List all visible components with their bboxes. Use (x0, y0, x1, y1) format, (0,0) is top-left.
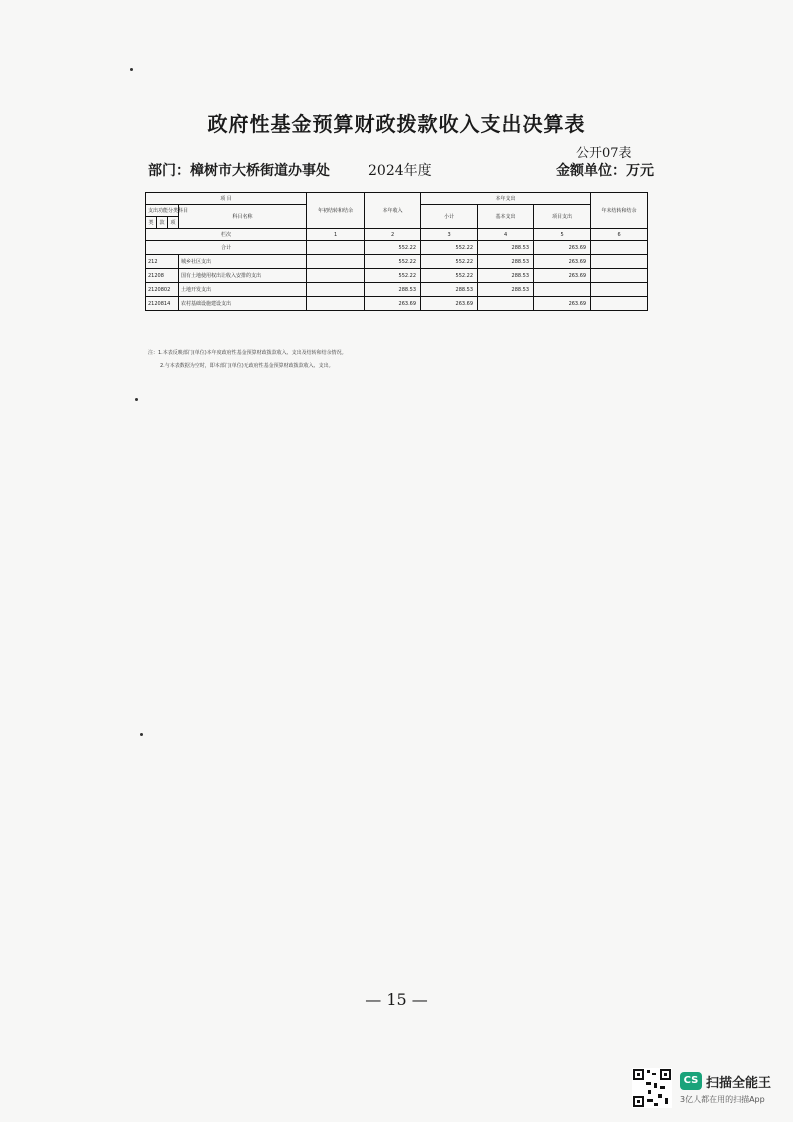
col-number: 4 (478, 229, 534, 241)
row-code: 2120802 (146, 283, 179, 297)
row-code: 2120814 (146, 297, 179, 311)
watermark-brand: 扫描全能王 (706, 1076, 772, 1091)
col-number: 3 (421, 229, 478, 241)
scan-speck (130, 68, 133, 71)
row-name: 土地开发支出 (179, 283, 307, 297)
total-cell: 288.53 (478, 241, 534, 255)
column-index-row (146, 229, 648, 241)
col-number: 6 (591, 229, 648, 241)
row-cell (307, 297, 365, 311)
qr-code-icon (632, 1068, 672, 1108)
table-header-row (146, 193, 648, 205)
row-code: 212 (146, 255, 179, 269)
row-cell (307, 255, 365, 269)
row-cell: 263.69 (534, 255, 591, 269)
table-row (146, 269, 648, 283)
total-label: 合计 (146, 241, 307, 255)
row-name: 国有土地使用权出让收入安排的支出 (179, 269, 307, 283)
row-cell: 552.22 (365, 269, 421, 283)
page-number: — 15 — (365, 990, 428, 1009)
row-cell (591, 255, 648, 269)
header-item: 项 (168, 217, 179, 229)
row-cell: 552.22 (365, 255, 421, 269)
header-project: 项 目 (146, 193, 307, 205)
row-cell (591, 297, 648, 311)
row-cell (591, 283, 648, 297)
row-cell (307, 269, 365, 283)
row-name: 城乡社区支出 (179, 255, 307, 269)
table-note: 2.与本表数据为空时，即本部门(单位)无政府性基金预算财政拨款收入、支出。 (160, 363, 334, 369)
row-cell: 263.69 (534, 297, 591, 311)
total-cell: 552.22 (365, 241, 421, 255)
row-name: 农村基础设施建设支出 (179, 297, 307, 311)
header-expense-group: 本年支出 (421, 193, 591, 205)
row-code: 21208 (146, 269, 179, 283)
row-cell: 552.22 (421, 269, 478, 283)
form-number: 公开07表 (576, 146, 632, 161)
table-row (146, 283, 648, 297)
header-income: 本年收入 (365, 193, 421, 229)
total-cell (307, 241, 365, 255)
row-cell: 288.53 (478, 269, 534, 283)
document-title: 政府性基金预算财政拨款收入支出决算表 (207, 112, 586, 136)
row-cell: 288.53 (365, 283, 421, 297)
scanner-watermark (632, 1068, 782, 1112)
fiscal-year: 2024年度 (368, 163, 432, 179)
col-number: 2 (365, 229, 421, 241)
header-subject-name: 科目名称 (179, 205, 307, 229)
row-cell: 288.53 (478, 283, 534, 297)
header-subtotal: 小计 (421, 205, 478, 229)
scan-speck (140, 733, 143, 736)
row-cell: 552.22 (421, 255, 478, 269)
total-cell: 552.22 (421, 241, 478, 255)
table-row (146, 297, 648, 311)
header-class-code: 支出功能分类科目 (146, 205, 179, 217)
scan-speck (135, 398, 138, 401)
watermark-tagline: 3亿人都在用的扫描App (680, 1095, 765, 1104)
total-cell (591, 241, 648, 255)
header-end: 年末结转和结余 (591, 193, 648, 229)
row-cell (478, 297, 534, 311)
total-row (146, 241, 648, 255)
table-row (146, 255, 648, 269)
header-class: 类 (146, 217, 157, 229)
row-cell: 263.69 (534, 269, 591, 283)
total-cell: 263.69 (534, 241, 591, 255)
camscanner-logo-icon: CS (680, 1072, 702, 1090)
row-cell (534, 283, 591, 297)
col-number: 5 (534, 229, 591, 241)
row-cell: 263.69 (421, 297, 478, 311)
row-cell (591, 269, 648, 283)
budget-table (145, 192, 648, 311)
table-note: 注：1.本表反映部门(单位)本年度政府性基金预算财政拨款收入、支出及结转和结余情况。 (148, 350, 347, 356)
col-number: 1 (307, 229, 365, 241)
header-begin: 年初结转和结余 (307, 193, 365, 229)
department-label: 部门：樟树市大桥街道办事处 (148, 163, 330, 179)
row-cell: 288.53 (421, 283, 478, 297)
row-cell: 263.69 (365, 297, 421, 311)
header-basic: 基本支出 (478, 205, 534, 229)
row-cell (307, 283, 365, 297)
amount-unit: 金额单位：万元 (556, 163, 654, 179)
row-cell: 288.53 (478, 255, 534, 269)
header-kuan: 款 (157, 217, 168, 229)
header-project-exp: 项目支出 (534, 205, 591, 229)
col-label: 栏次 (146, 229, 307, 241)
